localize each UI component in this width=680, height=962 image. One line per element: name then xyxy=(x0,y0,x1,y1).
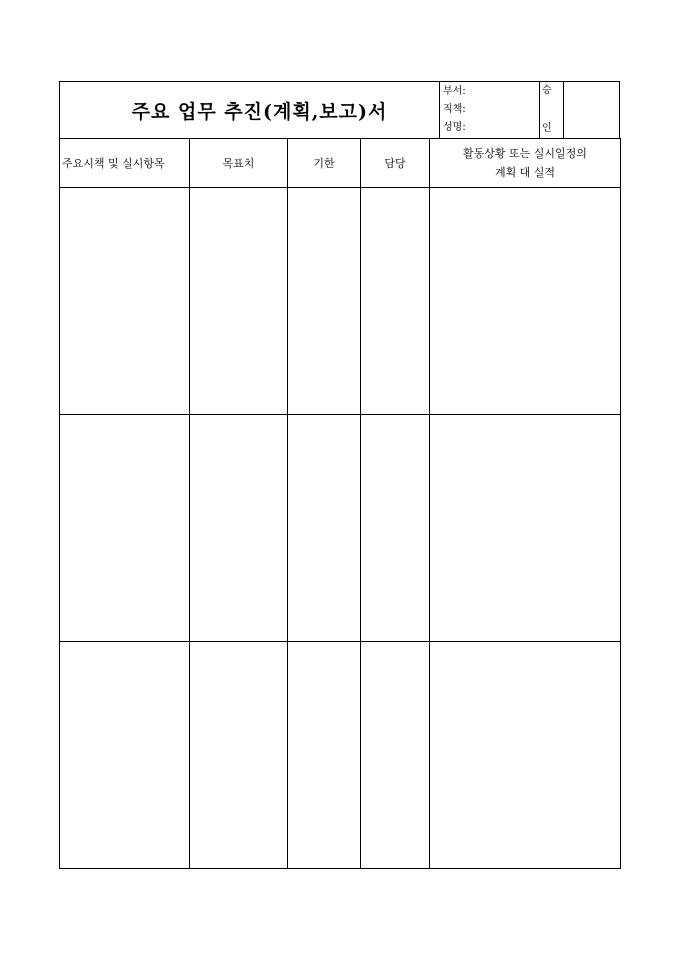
cell-main-policy[interactable] xyxy=(60,188,190,415)
cell-deadline[interactable] xyxy=(288,415,361,642)
header-person-in-charge: 담당 xyxy=(361,139,430,188)
cell-main-policy[interactable] xyxy=(60,415,190,642)
plan-table xyxy=(59,138,621,869)
header-activity-status xyxy=(430,139,621,188)
cell-person-in-charge[interactable] xyxy=(361,188,430,415)
table-row xyxy=(60,188,621,415)
position-label: 직책: xyxy=(443,104,466,115)
seal-bottom-char: 인 xyxy=(542,123,552,134)
cell-main-policy[interactable] xyxy=(60,642,190,869)
seal-label-cell xyxy=(539,81,564,139)
author-info-cell xyxy=(439,81,540,139)
table-row xyxy=(60,415,621,642)
cell-activity-status[interactable] xyxy=(430,188,621,415)
header-main-policy: 주요시책 및 실시항목 xyxy=(60,139,190,188)
cell-activity-status[interactable] xyxy=(430,415,621,642)
header-target: 목표치 xyxy=(190,139,288,188)
form-title: 주요 업무 추진(계획,보고)서 xyxy=(131,100,388,123)
header-deadline: 기한 xyxy=(288,139,361,188)
name-label: 성명: xyxy=(443,122,466,133)
cell-target[interactable] xyxy=(190,188,288,415)
cell-activity-status[interactable] xyxy=(430,642,621,869)
table-header-row xyxy=(60,139,621,188)
cell-deadline[interactable] xyxy=(288,642,361,869)
table-row xyxy=(60,642,621,869)
department-label: 부서: xyxy=(443,86,466,97)
cell-person-in-charge[interactable] xyxy=(361,642,430,869)
seal-box[interactable] xyxy=(563,81,620,139)
cell-target[interactable] xyxy=(190,642,288,869)
header-activity-line-1: 활동상황 또는 실시일정의 xyxy=(463,147,587,160)
cell-target[interactable] xyxy=(190,415,288,642)
cell-deadline[interactable] xyxy=(288,188,361,415)
title-cell xyxy=(59,81,440,139)
business-plan-form xyxy=(59,81,620,867)
cell-person-in-charge[interactable] xyxy=(361,415,430,642)
seal-top-char: 승 xyxy=(542,85,552,96)
header-activity-line-2: 계획 대 실적 xyxy=(494,166,556,179)
